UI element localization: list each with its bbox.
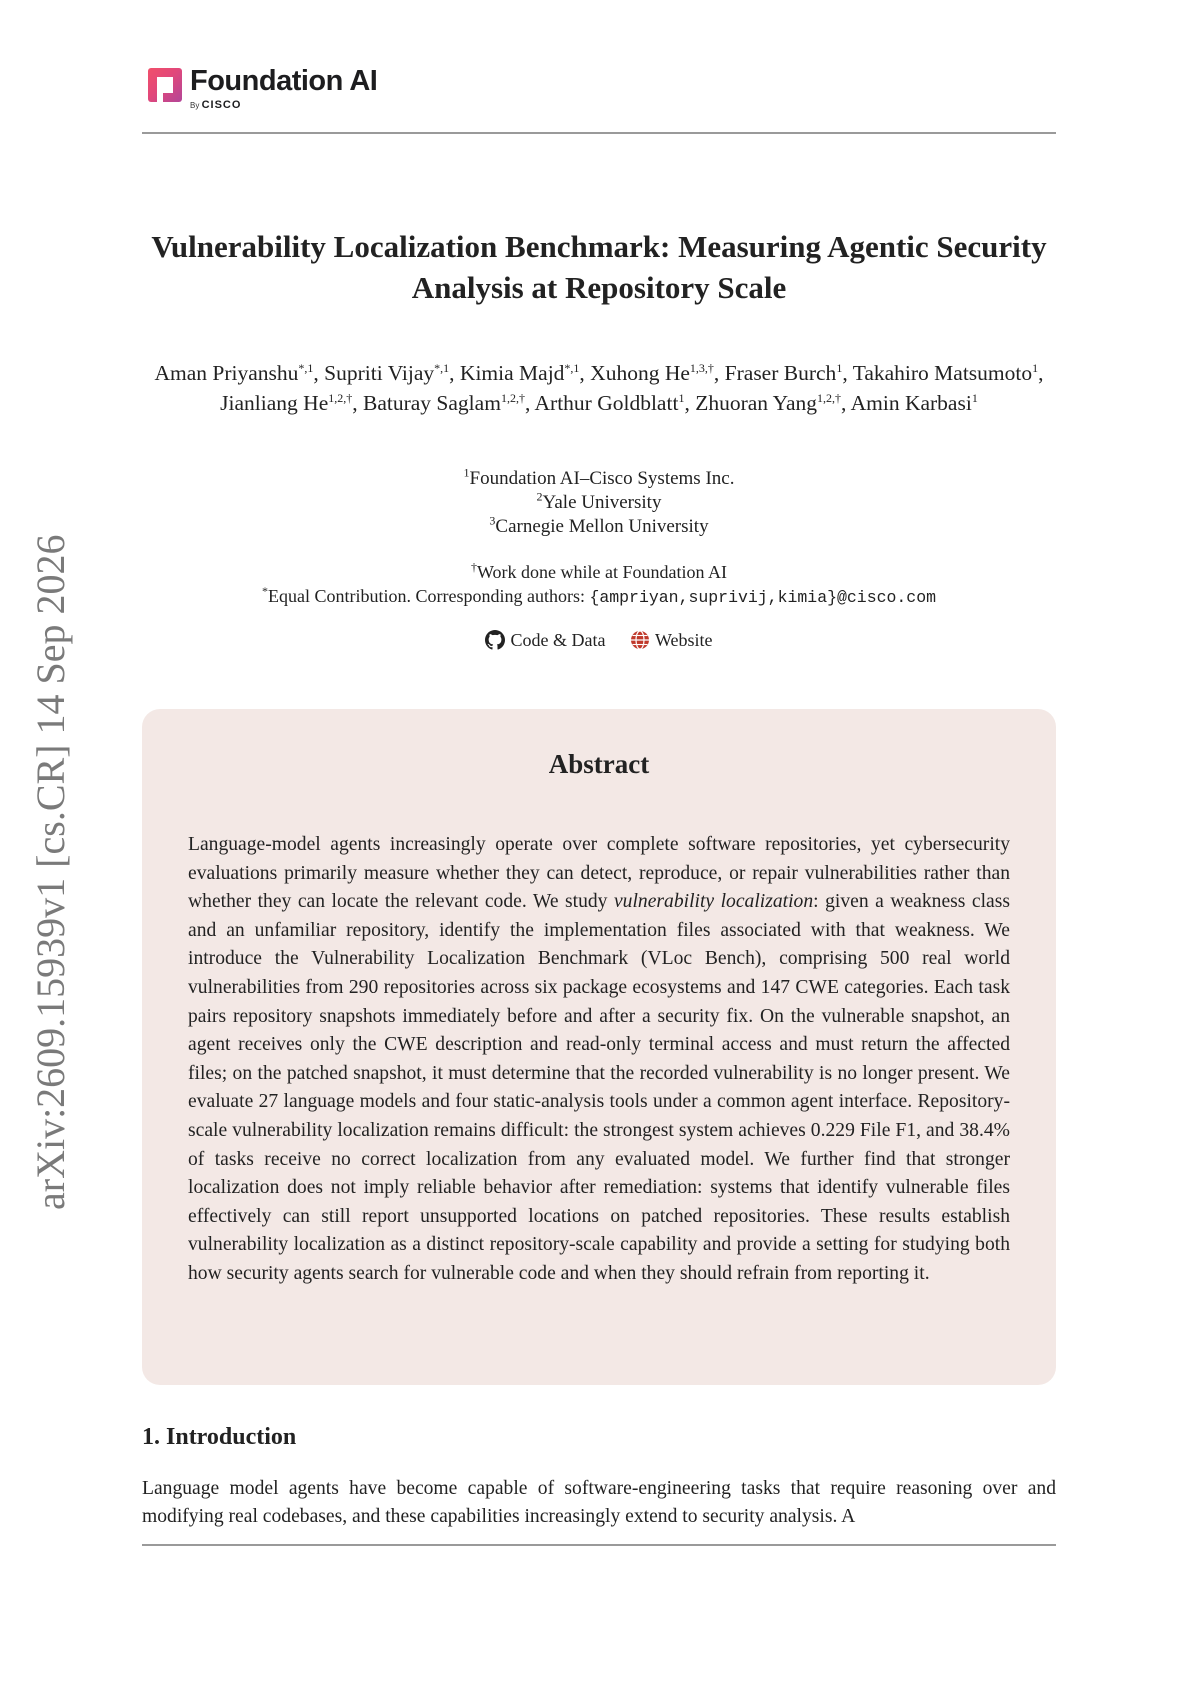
paper-links bbox=[142, 628, 1056, 656]
author-name: Arthur Goldblatt bbox=[534, 391, 679, 415]
author-affiliation-marker: 1 bbox=[836, 360, 843, 375]
introduction-paragraph: Language model agents have become capable of software-engineering tasks that require reasoning over and modifying real codebases, and these capabilities increasingly extend to security analysis. A bbox=[142, 1478, 1056, 1527]
author-name: Xuhong He bbox=[590, 361, 690, 385]
author-affiliation-marker: 1 bbox=[678, 390, 685, 405]
website-label: Website bbox=[654, 630, 713, 650]
author-name: Baturay Saglam bbox=[363, 391, 501, 415]
author-name: Jianliang He bbox=[220, 391, 329, 415]
author-affiliation-marker: *,1 bbox=[298, 360, 314, 375]
foundation-ai-logo bbox=[148, 65, 378, 111]
arxiv-identifier-stamp: arXiv:2609.15939v1 [cs.CR] 14 Sep 2026 bbox=[28, 534, 73, 1210]
logo-name: Foundation AI bbox=[190, 65, 378, 97]
author-affiliation-marker: 1,2,† bbox=[328, 390, 353, 405]
abstract-heading: Abstract bbox=[548, 749, 650, 779]
corresponding-emails: {ampriyan,suprivij,kimia}@cisco.com bbox=[589, 588, 937, 607]
author-affiliation-marker: 1,3,† bbox=[689, 360, 714, 375]
header-rule bbox=[142, 132, 1056, 134]
author-list: Aman Priyanshu$^{*,1}$, Supriti Vijay$^{*,1}$, Kimia Majd$^{*,1}$, Xuhong $He^{1,3,\dagger}$, Fraser Burch$^1$, Takahiro Matsumoto$^1$, Jianliang $He^{1,2,\dagger}$, Baturay Saglam$^{1,2,\dagger}$, Arthur Goldblatt$^1$, Zhuoran Yang$^{1,2,\dagger}$, Amin Karbasi$^1$ bbox=[154, 360, 1044, 415]
affiliation: $^2$Yale University bbox=[536, 489, 662, 513]
globe-icon bbox=[630, 630, 650, 650]
affiliation-list bbox=[142, 467, 1056, 539]
code-data-label: Code & Data bbox=[510, 630, 606, 650]
author-affiliation-marker: 1 bbox=[971, 390, 978, 405]
section-heading-introduction: 1. Introduction bbox=[142, 1424, 297, 1450]
author-name: Aman Priyanshu bbox=[154, 361, 299, 385]
author-name: Fraser Burch bbox=[724, 361, 837, 385]
author-name: Kimia Majd bbox=[459, 361, 565, 385]
affiliation: $^1$Foundation AI–Cisco Systems Inc. bbox=[463, 465, 735, 489]
github-icon bbox=[485, 630, 505, 650]
website-link[interactable] bbox=[630, 628, 713, 652]
author-name: Supriti Vijay bbox=[324, 361, 435, 385]
footer-rule bbox=[142, 1544, 1056, 1546]
author-name: Takahiro Matsumoto bbox=[852, 361, 1033, 385]
author-affiliation-marker: *,1 bbox=[564, 360, 580, 375]
code-data-link[interactable] bbox=[485, 628, 605, 652]
affiliation: $^3$Carnegie Mellon University bbox=[489, 513, 709, 537]
abstract-emphasis: vulnerability localization bbox=[613, 891, 814, 913]
equal-contribution-note: *Equal Contribution. Corresponding authors: {ampriyan,suprivij,kimia}@cisco.com bbox=[261, 584, 937, 607]
author-affiliation-marker: 1 bbox=[1032, 360, 1039, 375]
author-name: Amin Karbasi bbox=[850, 391, 972, 415]
author-name: Zhuoran Yang bbox=[695, 391, 818, 415]
author-notes bbox=[142, 560, 1056, 610]
abstract-text: Language-model agents increasingly operate over complete software repositories, yet cybersecurity evaluations primarily measure whether they can detect, reproduce, or repair vulnerabilities rather than whether they can locate the relevant code. We study vulnerability localization: given a weakness class and an unfamiliar repository, identify the implementation files associated with that weakness. We introduce the Vulnerability Localization Benchmark (VLoc Bench), comprising 500 real world vulnerabilities from 290 repositories across six package ecosystems and 147 CWE categories. Each task pairs repository snapshots immediately before and after a security fix. On the vulnerable snapshot, an agent receives only the CWE description and read-only terminal access and must return the affected files; on the patched snapshot, it must determine that the recorded vulnerability is no longer present. We evaluate 27 language models and four static-analysis tools under a common agent interface. Repository-scale vulnerability localization remains difficult: the strongest system achieves 0.229 File F1, and 38.4% of tasks receive no correct localization from any evaluated model. We further find that stronger localization does not imply reliable behavior after remediation: systems that identify vulnerable files effectively can still report unsupported locations on patched repositories. These results establish vulnerability localization as a distinct repository-scale capability and provide a setting for studying both how security agents search for vulnerable code and when they should refrain from reporting it. bbox=[188, 834, 1010, 1284]
foundation-ai-logo-icon bbox=[148, 68, 182, 102]
author-affiliation-marker: 1,2,† bbox=[500, 390, 525, 405]
logo-byline: By CISCO bbox=[190, 99, 242, 111]
author-affiliation-marker: *,1 bbox=[434, 360, 450, 375]
dagger-note: †Work done while at Foundation AI bbox=[470, 560, 727, 582]
paper-title: Vulnerability Localization Benchmark: Measuring Agentic Security Analysis at Repository Scale bbox=[151, 229, 1047, 305]
author-affiliation-marker: 1,2,† bbox=[817, 390, 842, 405]
abstract-box bbox=[142, 709, 1056, 1385]
